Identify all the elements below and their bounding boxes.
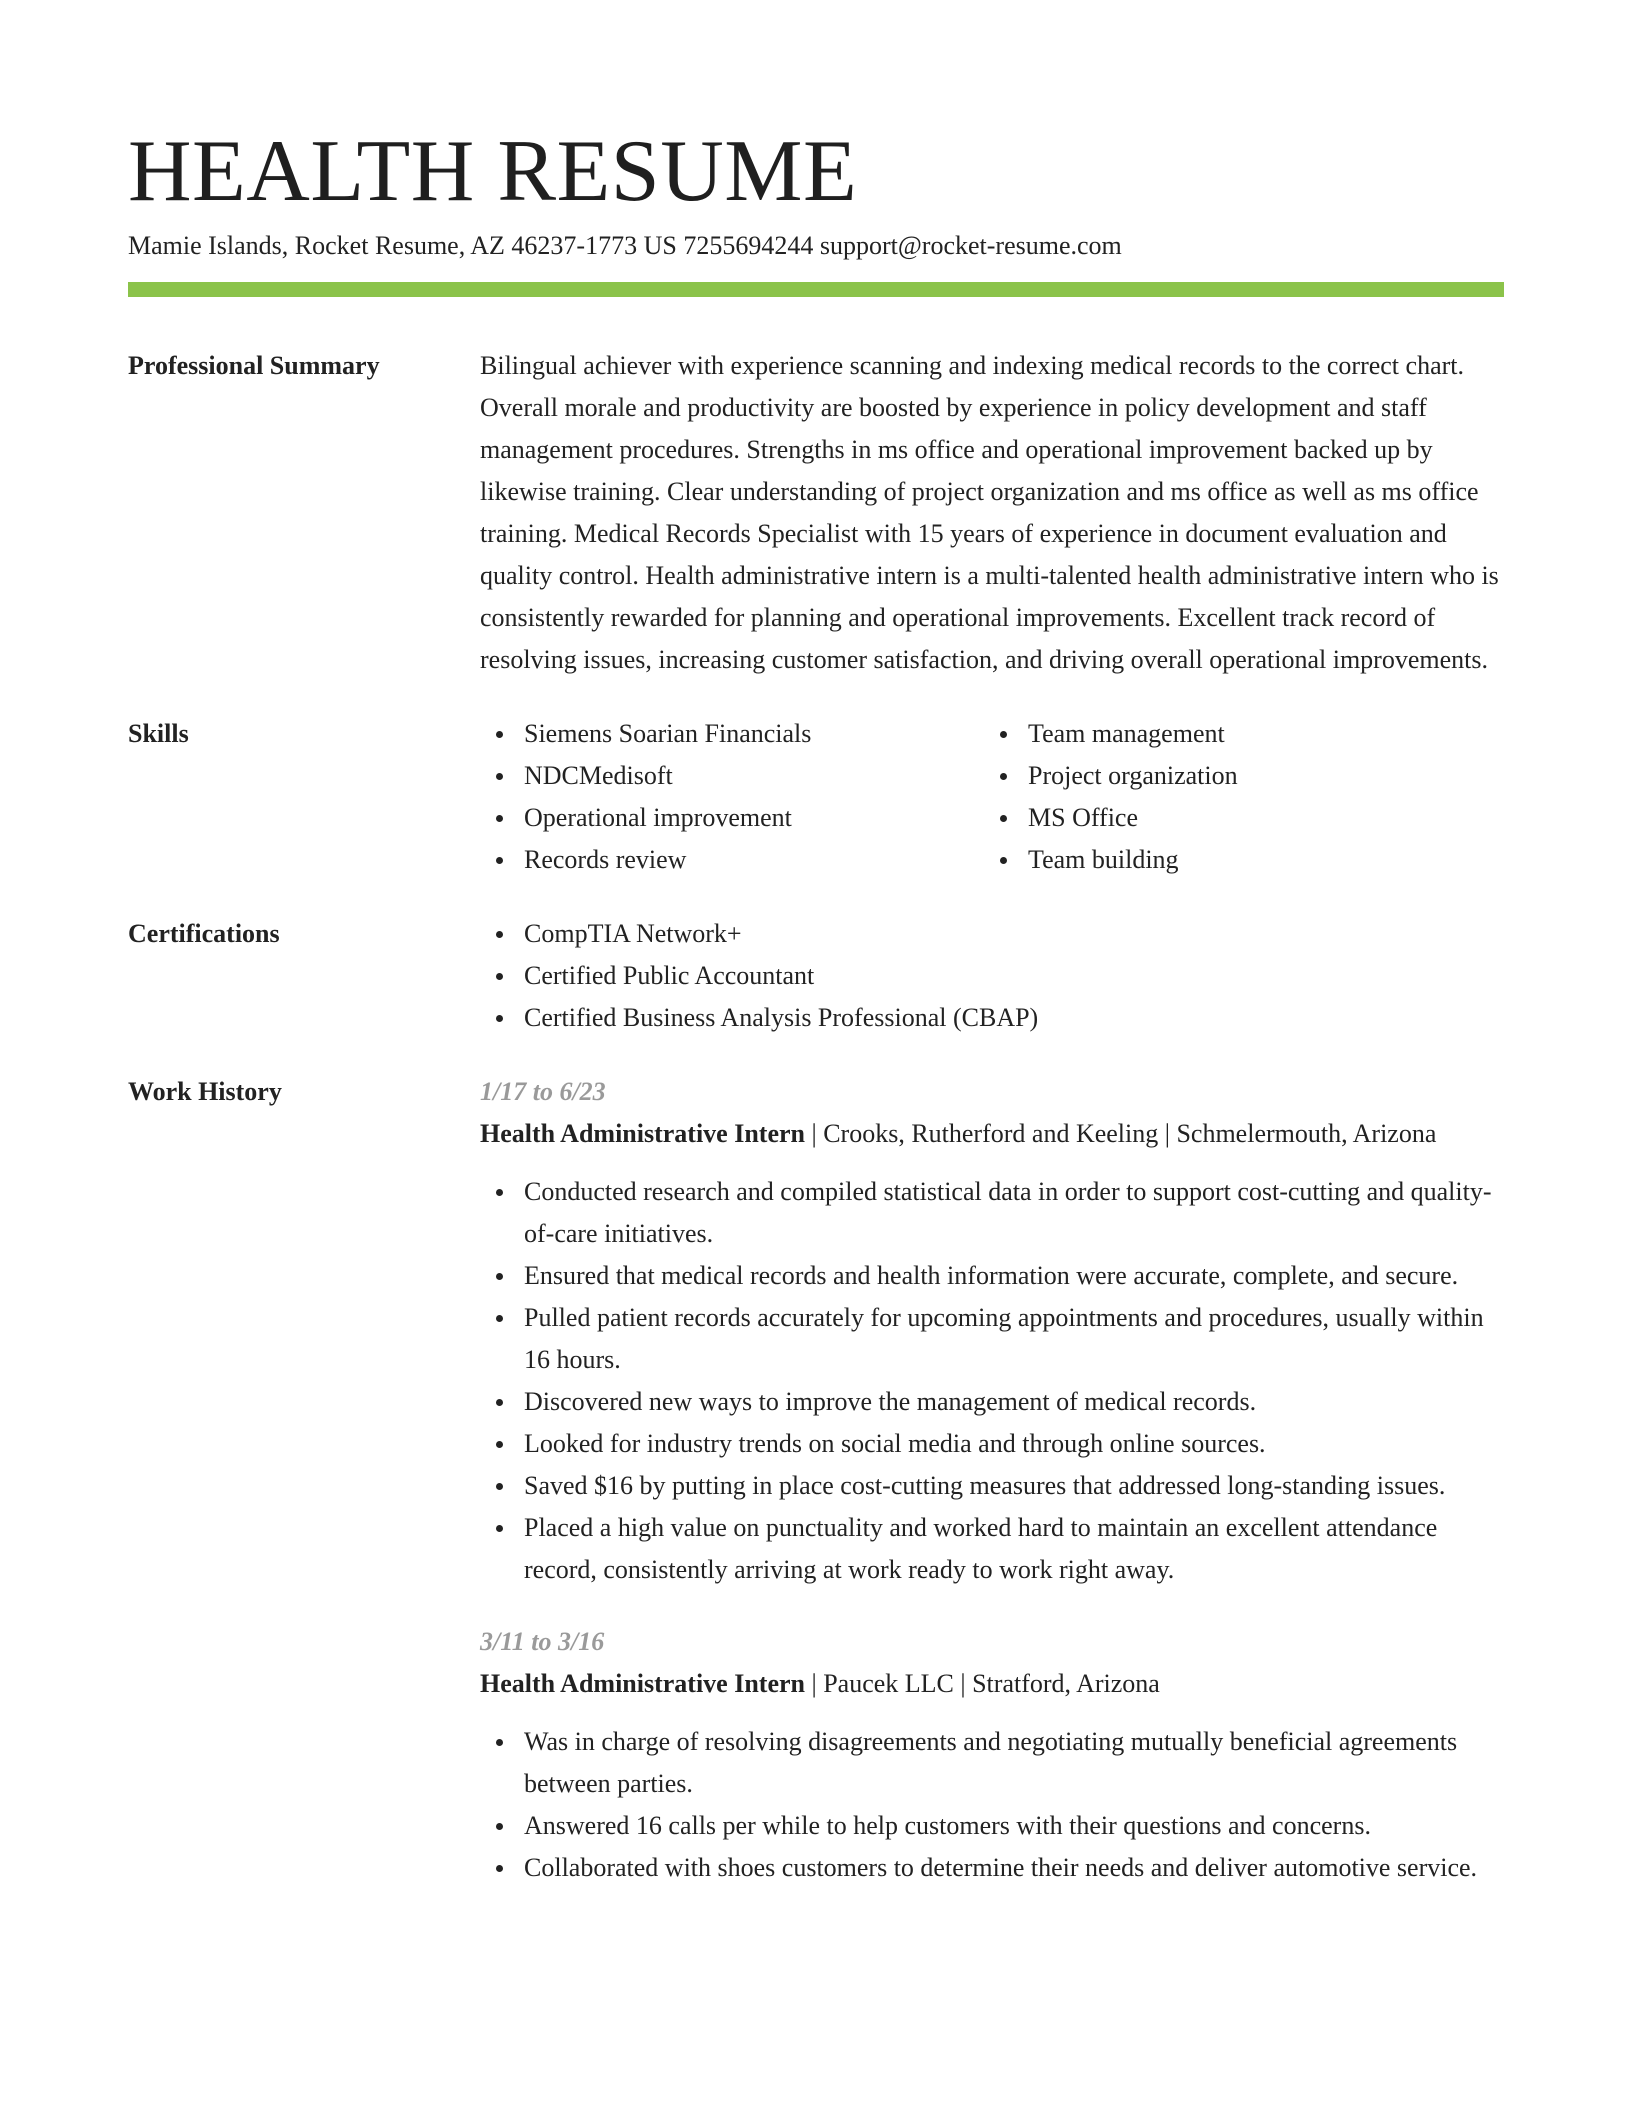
job-bullet: Ensured that medical records and health information were accurate, complete, and secure. — [480, 1255, 1504, 1297]
job-bullet: Answered 16 calls per while to help customers with their questions and concerns. — [480, 1805, 1504, 1847]
resume-title: HEALTH RESUME — [128, 123, 858, 220]
job-bullet: Discovered new ways to improve the management of medical records. — [480, 1381, 1504, 1423]
summary-text: Bilingual achiever with experience scanning and indexing medical records to the correct chart. Overall morale and productivity are boosted by experience in policy development and staff management procedures. Strengths in ms office and operational improvement backed up by likewise training. Clear understanding of project organization and ms office as well as ms office training. Medical Records Specialist with 15 years of experience in document evaluation and quality control. Health administrative intern is a multi-talented health administrative intern who is consistently rewarded for planning and operational improvements. Excellent track record of resolving issues, increasing customer satisfaction, and driving overall operational improvements. — [480, 351, 1499, 674]
certifications-heading: Certifications — [128, 919, 280, 948]
job-header — [480, 1113, 1504, 1155]
skills-heading: Skills — [128, 719, 189, 748]
certifications-body — [480, 913, 1504, 1039]
work-history-body — [480, 1071, 1504, 1889]
job-company-location: | Paucek LLC | Stratford, Arizona — [805, 1669, 1160, 1698]
contact-phone: 7255694244 — [683, 231, 814, 260]
job-bullet: Was in charge of resolving disagreements and negotiating mutually beneficial agreements between parties. — [480, 1721, 1504, 1805]
skills-column-1 — [480, 713, 984, 881]
work-history-heading: Work History — [128, 1077, 282, 1106]
job-title: Health Administrative Intern — [480, 1669, 805, 1698]
job-entry — [480, 1071, 1504, 1591]
contact-email[interactable]: support@rocket-resume.com — [819, 231, 1122, 260]
job-dates: 1/17 to 6/23 — [480, 1077, 606, 1106]
certification-item: Certified Public Accountant — [480, 955, 1504, 997]
certifications-list — [480, 913, 1504, 1039]
skill-item: Records review — [480, 839, 984, 881]
job-bullets — [480, 1721, 1504, 1889]
skill-item: Siemens Soarian Financials — [480, 713, 984, 755]
summary-heading: Professional Summary — [128, 351, 380, 380]
resume-page — [128, 124, 1504, 1889]
job-entry — [480, 1621, 1504, 1889]
job-dates: 3/11 to 3/16 — [480, 1627, 605, 1656]
skills-grid — [480, 713, 1504, 881]
job-bullet: Pulled patient records accurately for upcoming appointments and procedures, usually within 16 hours. — [480, 1297, 1504, 1381]
job-title: Health Administrative Intern — [480, 1119, 805, 1148]
skills-section — [128, 713, 1504, 881]
skill-item: MS Office — [984, 797, 1488, 839]
summary-section — [128, 345, 1504, 681]
job-bullet: Collaborated with shoes customers to determine their needs and deliver automotive service. — [480, 1847, 1504, 1889]
skill-item: Operational improvement — [480, 797, 984, 839]
certification-item: Certified Business Analysis Professional (CBAP) — [480, 997, 1504, 1039]
job-bullet: Conducted research and compiled statistical data in order to support cost-cutting and quality-of-care initiatives. — [480, 1171, 1504, 1255]
job-bullet: Saved $16 by putting in place cost-cutting measures that addressed long-standing issues. — [480, 1465, 1504, 1507]
contact-line — [128, 228, 1504, 264]
skill-item: Team management — [984, 713, 1488, 755]
skill-item: Team building — [984, 839, 1488, 881]
header-divider — [128, 282, 1504, 297]
job-bullet: Placed a high value on punctuality and worked hard to maintain an excellent attendance record, consistently arriving at work ready to work right away. — [480, 1507, 1504, 1591]
job-bullets — [480, 1171, 1504, 1591]
job-company-location: | Crooks, Rutherford and Keeling | Schmelermouth, Arizona — [805, 1119, 1437, 1148]
skill-item: NDCMedisoft — [480, 755, 984, 797]
certifications-section — [128, 913, 1504, 1039]
contact-address: Mamie Islands, Rocket Resume, AZ 46237-1773 US — [128, 231, 677, 260]
job-bullet: Looked for industry trends on social media and through online sources. — [480, 1423, 1504, 1465]
job-header — [480, 1663, 1504, 1705]
skills-column-2 — [984, 713, 1488, 881]
work-history-section — [128, 1071, 1504, 1889]
certification-item: CompTIA Network+ — [480, 913, 1504, 955]
skill-item: Project organization — [984, 755, 1488, 797]
